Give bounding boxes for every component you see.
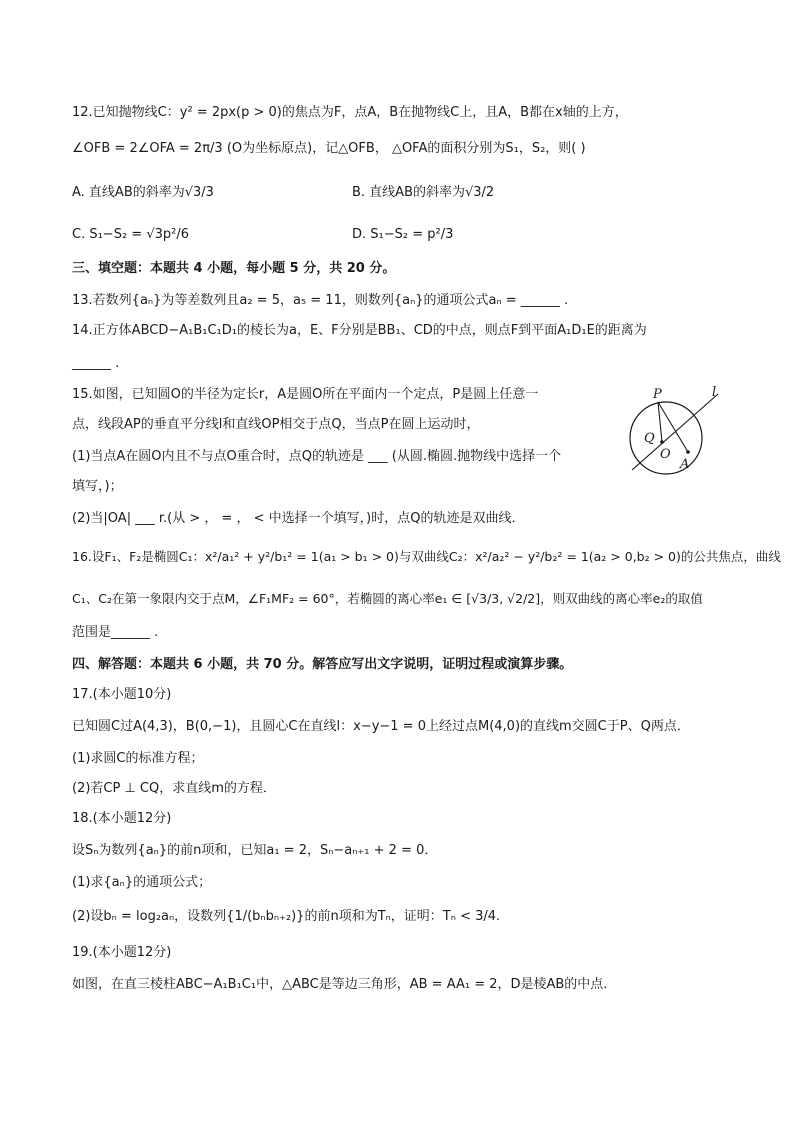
q17-line3: (2)若CP ⊥ CQ，求直线m的方程． <box>72 781 276 796</box>
q19-heading: 19.(本小题12分) <box>72 945 172 960</box>
q15-line3: (1)当点A在圆O内且不与点O重合时，点Q的轨迹是 ___ (从圆.椭圆.抛物线中选择一个 <box>72 449 562 464</box>
q16-line3: 范围是______ . <box>72 625 159 640</box>
circle-o <box>630 402 702 474</box>
q13-text: 13.若数列{aₙ}为等差数列且a₂ = 5，a₅ = 11，则数列{aₙ}的通项公式aₙ = ______ . <box>72 293 569 308</box>
label-q: Q <box>644 431 655 446</box>
q19-line1: 如图，在直三棱柱ABC−A₁B₁C₁中，△ABC是等边三角形，AB = AA₁ = 2，D是棱AB的中点． <box>72 977 617 992</box>
q17-heading: 17.(本小题10分) <box>72 687 172 702</box>
section-4-heading: 四、解答题：本题共 6 小题，共 70 分。解答应写出文字说明，证明过程或演算步骤。 <box>72 657 573 672</box>
label-o: O <box>660 447 671 462</box>
q12-line2: ∠OFB = 2∠OFA = 2π/3 (O为坐标原点)，记△OFB， △OFA的面积分别为S₁，S₂，则( ) <box>72 141 586 156</box>
q15-circle-figure <box>618 384 730 480</box>
q15-line4: 填写，)； <box>72 479 123 494</box>
q18-heading: 18.(本小题12分) <box>72 811 172 826</box>
q15-line2: 点，线段AP的垂直平分线l和直线OP相交于点Q，当点P在圆上运动时， <box>72 417 480 432</box>
q18-line2: (1)求{aₙ}的通项公式； <box>72 875 212 890</box>
q14-line2: ______ . <box>72 356 120 371</box>
q12-option-d: D. S₁−S₂ = p²/3 <box>352 227 454 242</box>
label-p: P <box>653 387 662 402</box>
q18-line1: 设Sₙ为数列{aₙ}的前n项和，已知a₁ = 2，Sₙ−aₙ₊₁ + 2 = 0． <box>72 843 438 858</box>
point-a <box>686 450 690 454</box>
q12-line1: 12.已知抛物线C：y² = 2px(p > 0)的焦点为F，点A，B在抛物线C上，且A，B都在x轴的上方， <box>72 105 628 120</box>
q15-line5: (2)当|OA| ___ r.(从 > ， = ， < 中选择一个填写，)时，点Q的轨迹是双曲线． <box>72 511 525 526</box>
q17-line1: 已知圆C过A(4,3)，B(0,−1)，且圆心C在直线l：x−y−1 = 0上经过点M(4,0)的直线m交圆C于P、Q两点． <box>72 719 690 734</box>
q12-option-b: B. 直线AB的斜率为√3/2 <box>352 185 495 200</box>
label-l: l <box>712 385 717 400</box>
q16-line1: 16.设F₁、F₂是椭圆C₁：x²/a₁² + y²/b₁² = 1(a₁ > b₁ > 0)与双曲线C₂：x²/a₂² − y²/b₂² = 1(a₂ > 0,b₂ > 0)的公共焦点，曲线 <box>72 549 781 564</box>
q12-option-c: C. S₁−S₂ = √3p²/6 <box>72 227 189 242</box>
q16-line2: C₁、C₂在第一象限内交于点M，∠F₁MF₂ = 60°，若椭圆的离心率e₁ ∈ [√3/3, √2/2]，则双曲线的离心率e₂的取值 <box>72 591 703 606</box>
segment-pa <box>658 402 688 452</box>
q18-line3: (2)设bₙ = log₂aₙ，设数列{1/(bₙbₙ₊₂)}的前n项和为Tₙ，证明：Tₙ < 3/4. <box>72 909 501 924</box>
q14-line1: 14.正方体ABCD−A₁B₁C₁D₁的棱长为a，E、F分别是BB₁、CD的中点，则点F到平面A₁D₁E的距离为 <box>72 323 647 338</box>
point-o <box>660 440 664 444</box>
q15-line1: 15.如图，已知圆O的半径为定长r，A是圆O所在平面内一个定点，P是圆上任意一 <box>72 387 539 402</box>
label-a: A <box>680 457 690 472</box>
q17-line2: (1)求圆C的标准方程； <box>72 751 204 766</box>
q12-option-a: A. 直线AB的斜率为√3/3 <box>72 185 214 200</box>
section-3-heading: 三、填空题：本题共 4 小题，每小题 5 分，共 20 分。 <box>72 261 396 276</box>
